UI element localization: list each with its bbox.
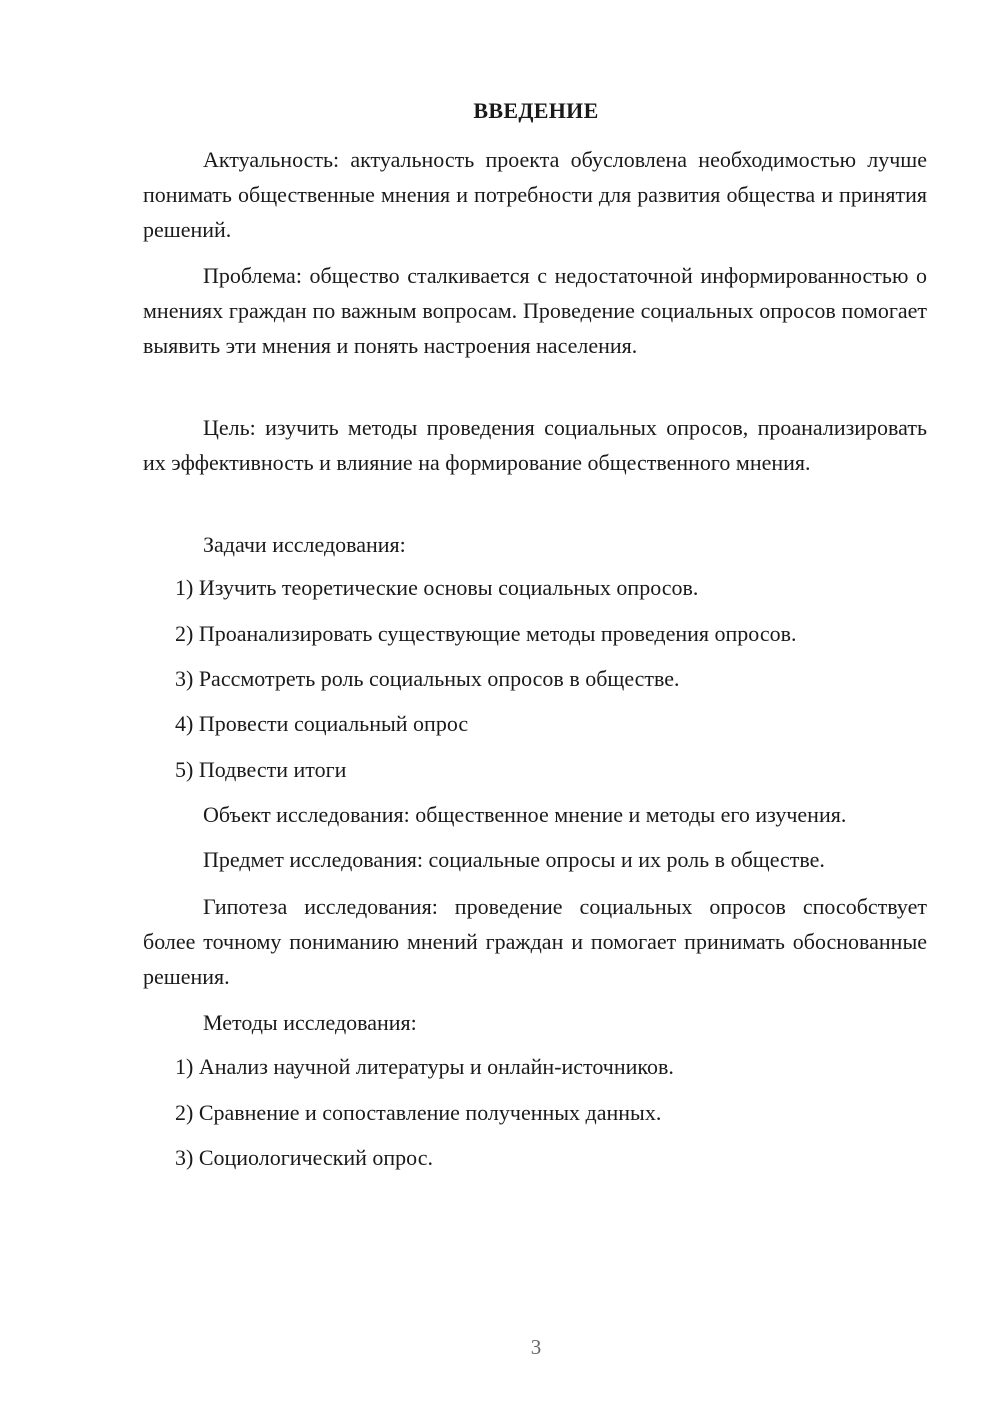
section-title: ВВЕДЕНИЕ — [473, 98, 599, 123]
problem-paragraph: Проблема: общество сталкивается с недостаточной информированностью о мнениях граждан по важным вопросам. Проведение социальных опросов помогает выявить эти мнения и понять настроения населения. — [143, 263, 927, 358]
method-item-1: 1) Анализ научной литературы и онлайн-источников. — [175, 1054, 674, 1079]
task-item-3: 3) Рассмотреть роль социальных опросов в обществе. — [175, 666, 680, 691]
task-item-2: 2) Проанализировать существующие методы проведения опросов. — [175, 621, 797, 646]
method-item-3: 3) Социологический опрос. — [175, 1145, 433, 1170]
task-item-1: 1) Изучить теоретические основы социальных опросов. — [175, 575, 699, 600]
relevance-paragraph: Актуальность: актуальность проекта обусловлена необходимостью лучше понимать общественные мнения и потребности для развития общества и принятия решений. — [143, 147, 927, 242]
task-item-4: 4) Провести социальный опрос — [175, 711, 469, 736]
methods-heading: Методы исследования: — [203, 1010, 417, 1035]
task-item-5: 5) Подвести итоги — [175, 757, 347, 782]
subject-paragraph: Предмет исследования: социальные опросы и их роль в обществе. — [203, 847, 825, 872]
goal-paragraph: Цель: изучить методы проведения социальных опросов, проанализировать их эффективность и влияние на формирование общественного мнения. — [143, 415, 927, 475]
tasks-heading: Задачи исследования: — [203, 532, 406, 557]
hypothesis-paragraph: Гипотеза исследования: проведение социальных опросов способствует более точному пониманию мнений граждан и помогает принимать обоснованные решения. — [143, 894, 927, 989]
object-paragraph: Объект исследования: общественное мнение и методы его изучения. — [203, 802, 847, 827]
method-item-2: 2) Сравнение и сопоставление полученных данных. — [175, 1100, 662, 1125]
page-number: 3 — [530, 1335, 542, 1359]
